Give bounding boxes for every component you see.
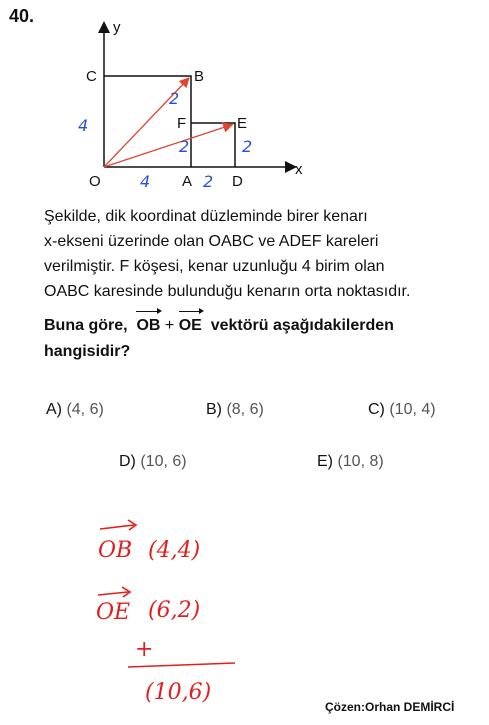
option-d[interactable] — [119, 453, 187, 471]
hand-label-ed: 2 — [242, 137, 253, 156]
point-o: O — [89, 173, 101, 190]
point-a: A — [182, 173, 193, 190]
prompt-prefix: Buna göre, — [44, 317, 128, 334]
hand-label-oc: 4 — [78, 116, 89, 135]
vector-oe — [104, 125, 231, 167]
option-key: C) — [368, 401, 385, 418]
option-value: (10, 8) — [337, 453, 384, 470]
question-number: 40. — [9, 6, 35, 26]
point-e: E — [237, 115, 248, 132]
option-value: (10, 4) — [389, 401, 436, 418]
hand-oe: OE — [96, 600, 131, 625]
point-b: B — [194, 68, 205, 85]
option-key: A) — [46, 401, 62, 418]
prompt-line2: hangisidir? — [44, 343, 131, 360]
option-value: (4, 6) — [66, 401, 104, 418]
question-prompt — [44, 313, 484, 365]
text-line: Şekilde, dik koordinat düzleminde birer kenarı — [44, 208, 368, 225]
option-b[interactable] — [206, 401, 264, 419]
option-c[interactable] — [368, 401, 436, 419]
point-d: D — [232, 173, 243, 190]
hand-label-oa: 4 — [140, 172, 151, 191]
hand-plus: + — [135, 637, 154, 662]
text-line: OABC karesinde bulunduğu kenarın orta noktasıdır. — [44, 283, 411, 300]
option-key: B) — [206, 401, 222, 418]
option-key: E) — [317, 453, 333, 470]
square-adef — [191, 123, 235, 167]
text-line: x-ekseni üzerinde olan OABC ve ADEF kareleri — [44, 233, 379, 250]
hand-label-fa: 2 — [179, 137, 190, 156]
coordinate-figure — [60, 14, 320, 194]
option-a[interactable] — [46, 401, 104, 419]
handwritten-solution — [90, 515, 270, 720]
point-f: F — [177, 115, 187, 132]
hand-label-ad: 2 — [203, 172, 214, 191]
vector-ob-symbol: OB — [136, 313, 160, 339]
plus-sign: + — [164, 317, 175, 334]
hand-result: (10,6) — [145, 680, 212, 705]
hand-label-bf: 2 — [169, 89, 180, 108]
vector-oe-symbol: OE — [179, 313, 202, 339]
option-e[interactable] — [317, 453, 384, 471]
prompt-suffix: vektörü aşağıdakilerden — [210, 317, 394, 334]
question-text — [44, 204, 484, 304]
author-credit: Çözen:Orhan DEMİRCİ — [325, 700, 455, 714]
axis-label-y: y — [113, 19, 121, 36]
point-c: C — [86, 68, 97, 85]
hand-ob: OB — [98, 538, 133, 563]
text-line: verilmiştir. F köşesi, kenar uzunluğu 4 birim olan — [44, 258, 385, 275]
axis-label-x: x — [295, 161, 303, 178]
hand-ob-value: (4,4) — [148, 538, 201, 563]
option-value: (10, 6) — [140, 453, 187, 470]
option-value: (8, 6) — [226, 401, 264, 418]
option-key: D) — [119, 453, 136, 470]
hand-oe-value: (6,2) — [148, 598, 201, 623]
